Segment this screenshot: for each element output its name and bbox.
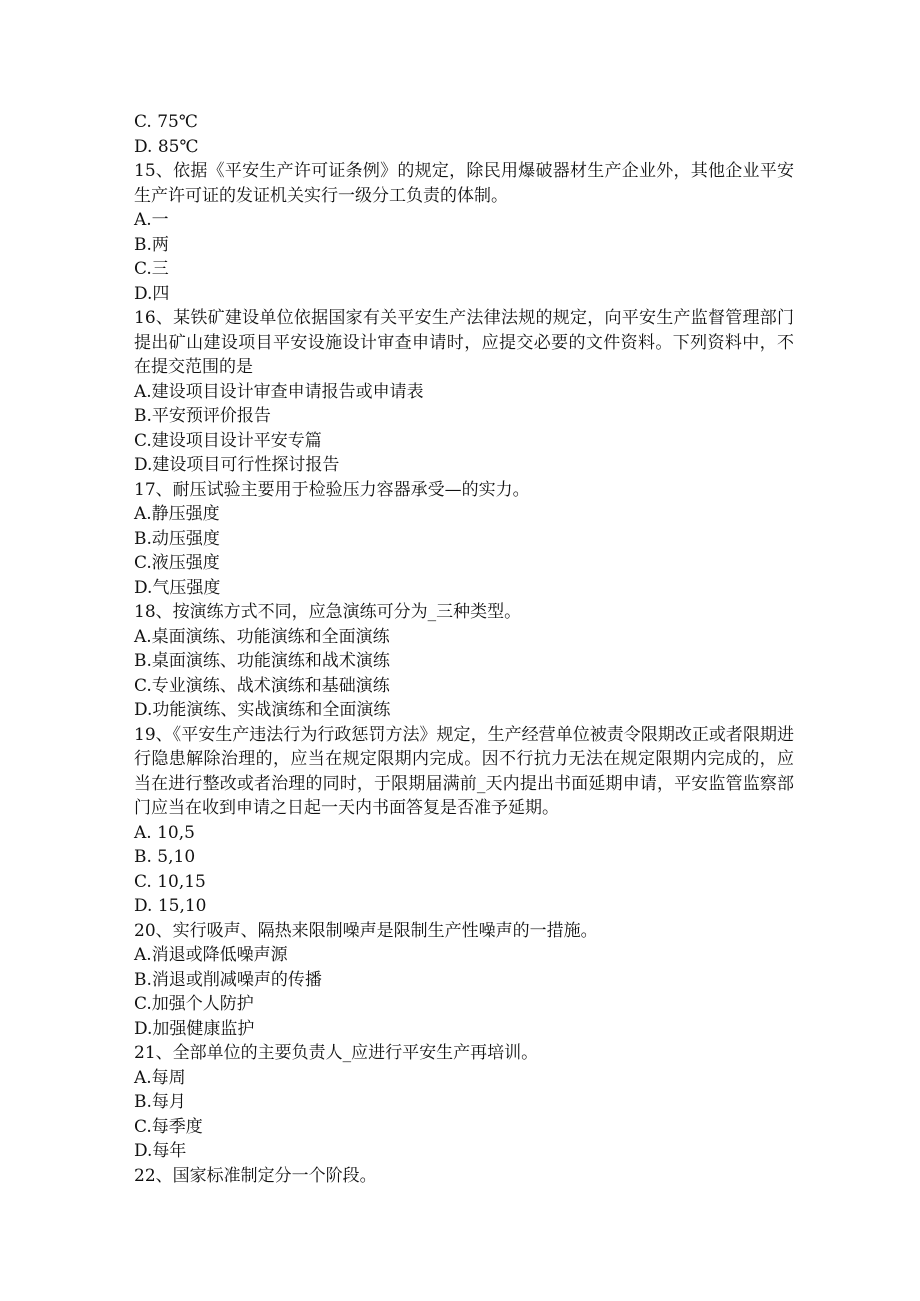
option-c-q17: C.液压强度 [134, 553, 220, 573]
option-d-q15: D.四 [134, 283, 170, 304]
option-c-q14: C. 75℃ [134, 112, 198, 132]
option-a-q19: A. 10,5 [134, 822, 195, 843]
question-15: 15、依据《平安生产许可证条例》的规定，除民用爆破器材生产企业外，其他企业平安生产许可证的发证机关实行一级分工负责的体制。 [134, 161, 794, 206]
option-d-q18: D.功能演练、实战演练和全面演练 [134, 700, 391, 720]
document-content [134, 110, 794, 1188]
option-a-q16: A.建设项目设计审查申请报告或申请表 [134, 381, 424, 402]
option-d-q21: D.每年 [134, 1141, 187, 1161]
option-b-q19: B. 5,10 [134, 847, 196, 867]
option-b-q17: B.动压强度 [134, 528, 220, 549]
option-c-q16: C.建设项目设计平安专篇 [134, 430, 322, 451]
option-a-q20: A.消退或降低噪声源 [134, 945, 288, 965]
option-b-q16: B.平安预评价报告 [134, 406, 271, 426]
option-c-q15: C.三 [134, 259, 169, 279]
question-22: 22、国家标准制定分一个阶段。 [134, 1165, 377, 1186]
option-c-q19: C. 10,15 [134, 871, 206, 892]
option-b-q21: B.每月 [134, 1092, 186, 1112]
option-d-q14: D. 85℃ [134, 136, 199, 157]
question-16: 16、某铁矿建设单位依据国家有关平安生产法律法规的规定，向平安生产监督管理部门提出矿山建设项目平安设施设计审查申请时，应提交必要的文件资料。下列资料中，不在提交范围的是 [134, 308, 794, 377]
question-20: 20、实行吸声、隔热来限制噪声是限制生产性噪声的一措施。 [134, 920, 598, 941]
option-c-q21: C.每季度 [134, 1116, 203, 1137]
option-a-q18: A.桌面演练、功能演练和全面演练 [134, 626, 390, 647]
question-17: 17、耐压试验主要用于检验压力容器承受—的实力。 [134, 479, 530, 500]
question-18: 18、按演练方式不同，应急演练可分为_三种类型。 [134, 602, 522, 622]
option-b-q15: B.两 [134, 234, 169, 255]
option-b-q18: B.桌面演练、功能演练和战术演练 [134, 651, 390, 671]
option-d-q17: D.气压强度 [134, 577, 221, 598]
option-b-q20: B.消退或削减噪声的传播 [134, 969, 322, 990]
option-a-q15: A.一 [134, 210, 169, 230]
option-d-q19: D. 15,10 [134, 896, 207, 916]
option-d-q16: D.建设项目可行性探讨报告 [134, 455, 340, 475]
question-19: 19、《平安生产违法行为行政惩罚方法》规定，生产经营单位被责令限期改正或者限期进行隐患解除治理的，应当在规定限期内完成。因不行抗力无法在规定限期内完成的，应当在进行整改或者治理的同时，于限期届满前_天内提出书面延期申请，平安监管监察部门应当在收到申请之日起一天内书面答复是否准予延期。 [134, 724, 794, 818]
option-a-q21: A.每周 [134, 1067, 186, 1088]
option-c-q20: C.加强个人防护 [134, 994, 254, 1014]
option-d-q20: D.加强健康监护 [134, 1018, 255, 1039]
question-21: 21、全部单位的主要负责人_应进行平安生产再培训。 [134, 1043, 539, 1063]
option-c-q18: C.专业演练、战术演练和基础演练 [134, 675, 390, 696]
option-a-q17: A.静压强度 [134, 504, 220, 524]
